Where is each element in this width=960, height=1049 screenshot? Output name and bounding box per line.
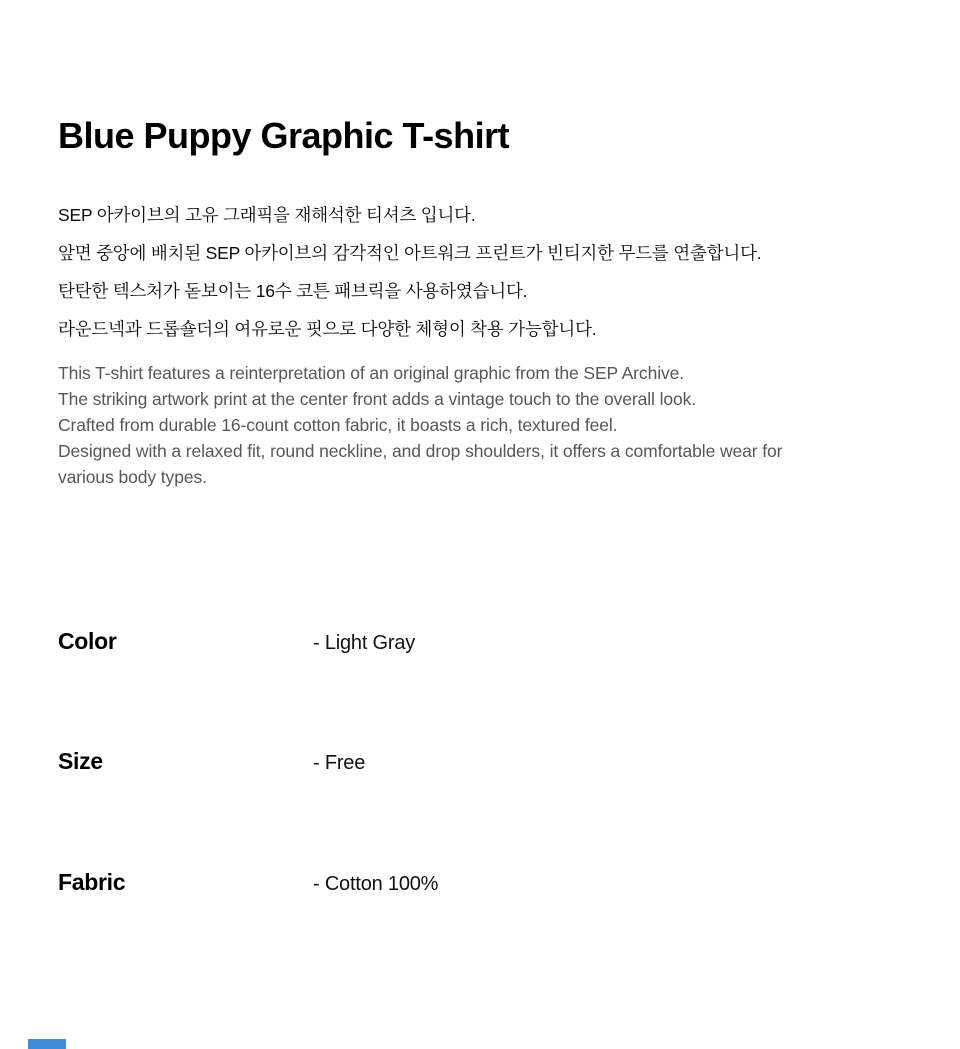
next-product-image-edge — [28, 1039, 66, 1049]
spec-label-fabric: Fabric — [58, 869, 126, 895]
description-english — [58, 360, 836, 490]
description-korean-line: 탄탄한 텍스처가 돋보이는 16수 코튼 패브릭을 사용하였습니다. — [58, 281, 528, 301]
spec-row-color — [58, 628, 415, 655]
description-english-line: Crafted from durable 16-count cotton fabric, it boasts a rich, textured feel. — [58, 415, 618, 435]
spec-label-size: Size — [58, 748, 103, 774]
description-korean — [58, 196, 918, 348]
description-korean-line: SEP 아카이브의 고유 그래픽을 재해석한 티셔츠 입니다. — [58, 205, 476, 225]
spec-value-color: - Light Gray — [313, 632, 416, 654]
description-english-line: This T-shirt features a reinterpretation of an original graphic from the SEP Archive. — [58, 363, 685, 383]
description-korean-line: 라운드넥과 드롭숄더의 여유로운 핏으로 다양한 체형이 착용 가능합니다. — [58, 319, 597, 339]
page-title: Blue Puppy Graphic T-shirt — [58, 115, 510, 157]
description-english-line: The striking artwork print at the center front adds a vintage touch to the overall look. — [58, 389, 697, 409]
spec-label-color: Color — [58, 628, 117, 654]
description-english-line: Designed with a relaxed fit, round neckline, and drop shoulders, it offers a comfortable wear for various body types. — [58, 441, 783, 487]
spec-row-size — [58, 748, 365, 775]
spec-row-fabric — [58, 869, 438, 896]
spec-value-size: - Free — [313, 752, 366, 774]
description-korean-line: 앞면 중앙에 배치된 SEP 아카이브의 감각적인 아트워크 프린트가 빈티지한 무드를 연출합니다. — [58, 243, 762, 263]
spec-value-fabric: - Cotton 100% — [313, 873, 439, 895]
